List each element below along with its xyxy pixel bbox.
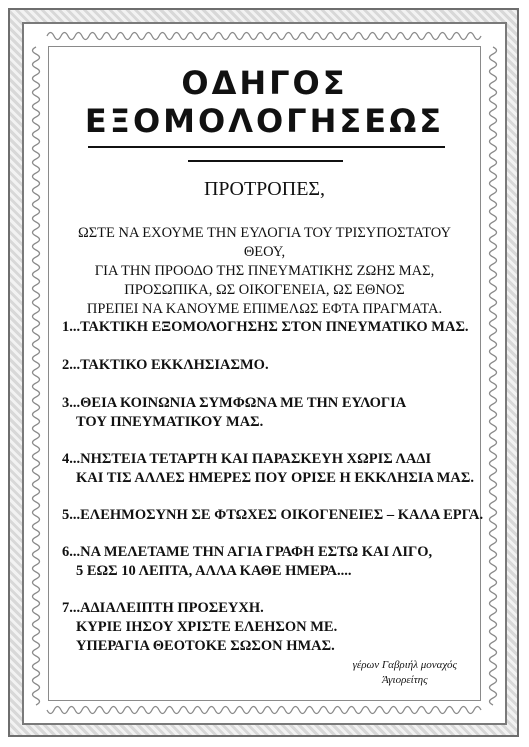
ornament-scroll — [33, 355, 40, 369]
ornament-scroll — [33, 383, 40, 397]
ornament-scroll — [33, 537, 40, 551]
list-item-2 — [62, 356, 269, 375]
ornament-scroll — [33, 509, 40, 523]
ornament-scroll — [453, 707, 467, 714]
ornament-scroll — [355, 707, 369, 714]
ornament-scroll — [33, 159, 40, 173]
ornament-scroll — [33, 285, 40, 299]
ornament-scroll — [490, 621, 497, 635]
ornament-scroll — [490, 565, 497, 579]
ornament-scroll — [33, 243, 40, 257]
ornament-scroll — [145, 707, 159, 714]
item-line: 1...ΤΑΚΤΙΚΗ ΕΞΟΜΟΛΟΓΗΣΗΣ ΣΤΟΝ ΠΝΕΥΜΑΤΙΚΟ ΜΑΣ. — [62, 319, 469, 335]
item-line: 6...ΝΑ ΜΕΛΕΤΑΜΕ ΤΗΝ ΑΓΙΑ ΓΡΑΦΗ ΕΣΤΩ ΚΑΙ ΛΙΓΟ, — [62, 544, 433, 560]
ornament-scroll — [490, 411, 497, 425]
ornament-scroll — [257, 33, 271, 40]
ornament-scroll — [490, 677, 497, 691]
ornament-scroll — [299, 707, 313, 714]
ornament-scroll — [490, 649, 497, 663]
title-line-1: ΟΔΗΓΟΣ — [181, 64, 348, 102]
ornament-scroll — [33, 89, 40, 103]
ornament-scroll — [490, 61, 497, 75]
ornament-scroll — [47, 33, 61, 40]
ornament-scroll — [490, 327, 497, 341]
intro-paragraph — [60, 224, 469, 319]
ornament-scroll — [327, 707, 341, 714]
ornament-scroll — [89, 707, 103, 714]
ornament-scroll — [341, 707, 355, 714]
ornament-scroll — [33, 579, 40, 593]
ornament-scroll — [47, 707, 61, 714]
ornament-scroll — [490, 103, 497, 117]
ornament-scroll — [490, 341, 497, 355]
document-title — [60, 64, 469, 140]
ornament-scroll — [271, 707, 285, 714]
ornament-scroll — [33, 523, 40, 537]
ornament-scroll — [61, 707, 75, 714]
title-rule-long — [88, 146, 445, 148]
ornament-scroll — [33, 495, 40, 509]
ornament-scroll — [397, 33, 411, 40]
ornament-scroll — [173, 707, 187, 714]
signature-title: Άγιορείτης — [381, 674, 428, 686]
title-line-2: ΕΞΟΜΟΛΟΓΗΣΕΩΣ — [84, 102, 445, 140]
ornament-scroll — [33, 411, 40, 425]
ornament-scroll — [490, 607, 497, 621]
ornament-scroll — [33, 299, 40, 313]
intro-line: ΠΡΕΠΕΙ ΝΑ ΚΑΝΟΥΜΕ ΕΠΙΜΕΛΩΣ ΕΦΤΑ ΠΡΑΓΜΑΤΑ. — [86, 301, 443, 317]
ornament-scroll — [131, 33, 145, 40]
ornament-scroll — [439, 33, 453, 40]
ornament-scroll — [131, 707, 145, 714]
ornament-scroll — [490, 663, 497, 677]
ornament-scroll — [61, 33, 75, 40]
ornament-scroll — [490, 439, 497, 453]
ornament-scroll — [490, 397, 497, 411]
ornament-scroll — [33, 201, 40, 215]
intro-line: ΩΣΤΕ ΝΑ ΕΧΟΥΜΕ ΤΗΝ ΕΥΛΟΓΙΑ ΤΟΥ ΤΡΙΣΥΠΟΣΤΑΤΟΥ ΘΕΟΥ, — [77, 225, 452, 260]
item-line: 3...ΘΕΙΑ ΚΟΙΝΩΝΙΑ ΣΥΜΦΩΝΑ ΜΕ ΤΗΝ ΕΥΛΟΓΙΑ — [62, 395, 407, 411]
ornament-scroll — [313, 707, 327, 714]
ornament-scroll — [33, 215, 40, 229]
ornament-scroll — [215, 33, 229, 40]
ornament-scroll — [159, 33, 173, 40]
ornament-scroll — [490, 453, 497, 467]
ornament-scroll — [490, 313, 497, 327]
ornament-scroll — [257, 707, 271, 714]
ornament-scroll — [411, 707, 425, 714]
ornament-scroll — [271, 33, 285, 40]
intro-line: ΓΙΑ ΤΗΝ ΠΡΟΟΔΟ ΤΗΣ ΠΝΕΥΜΑΤΙΚΗΣ ΖΩΗΣ ΜΑΣ, — [94, 263, 435, 279]
ornament-scroll — [490, 117, 497, 131]
ornament-scroll — [313, 33, 327, 40]
ornament-scroll — [285, 33, 299, 40]
ornament-scroll — [490, 369, 497, 383]
ornament-scroll — [369, 33, 383, 40]
ornament-scroll — [33, 131, 40, 145]
ornament-scroll — [490, 481, 497, 495]
ornament-scroll — [103, 33, 117, 40]
ornament-scroll — [490, 383, 497, 397]
ornament-scroll — [327, 33, 341, 40]
list-item-5 — [62, 506, 483, 525]
ornament-scroll — [75, 707, 89, 714]
list-item-3 — [62, 394, 406, 432]
ornament-scroll — [490, 635, 497, 649]
list-item-1 — [62, 318, 469, 337]
item-line: 4...ΝΗΣΤΕΙΑ ΤΕΤΑΡΤΗ ΚΑΙ ΠΑΡΑΣΚΕΥΗ ΧΩΡΙΣ ΛΑΔΙ — [62, 451, 432, 467]
ornament-scroll — [355, 33, 369, 40]
ornament-scroll — [33, 593, 40, 607]
ornament-scroll — [299, 33, 313, 40]
ornament-scroll — [33, 75, 40, 89]
ornament-scroll — [490, 495, 497, 509]
ornament-scroll — [490, 593, 497, 607]
ornament-scroll — [33, 481, 40, 495]
item-line-continued: ΚΑΙ ΤΙΣ ΑΛΛΕΣ ΗΜΕΡΕΣ ΠΟΥ ΟΡΙΣΕ Η ΕΚΚΛΗΣΙΑ ΜΑΣ. — [76, 470, 474, 486]
ornament-scroll — [369, 707, 383, 714]
ornament-scroll — [490, 509, 497, 523]
ornament-scroll — [201, 707, 215, 714]
ornament-scroll — [490, 75, 497, 89]
ornament-scroll — [33, 117, 40, 131]
ornament-scroll — [33, 341, 40, 355]
ornament-scroll — [439, 707, 453, 714]
ornament-scroll — [243, 707, 257, 714]
ornament-scroll — [33, 691, 40, 705]
ornament-scroll — [33, 61, 40, 75]
ornament-scroll — [490, 145, 497, 159]
ornament-scroll — [33, 257, 40, 271]
ornament-scroll — [33, 649, 40, 663]
ornament-scroll — [490, 355, 497, 369]
ornament-scroll — [33, 327, 40, 341]
ornament-scroll — [490, 229, 497, 243]
ornament-scroll — [490, 257, 497, 271]
ornament-scroll — [490, 131, 497, 145]
list-item-6 — [62, 543, 432, 581]
ornament-scroll — [33, 47, 40, 61]
ornament-scroll — [33, 187, 40, 201]
ornament-scroll — [201, 33, 215, 40]
ornament-scroll — [33, 103, 40, 117]
ornament-scroll — [490, 89, 497, 103]
ornament-scroll — [397, 707, 411, 714]
ornament-scroll — [173, 33, 187, 40]
ornament-scroll — [33, 271, 40, 285]
ornament-scroll — [145, 33, 159, 40]
ornament-scroll — [75, 33, 89, 40]
ornament-scroll — [490, 271, 497, 285]
ornament-scroll — [490, 201, 497, 215]
item-line-continued: 5 ΕΩΣ 10 ΛΕΠΤΑ, ΑΛΛΑ ΚΑΘΕ ΗΜΕΡΑ.... — [76, 563, 352, 579]
ornament-scroll — [341, 33, 355, 40]
ornament-scroll — [229, 707, 243, 714]
ornament-scroll — [33, 397, 40, 411]
ornament-scroll — [490, 579, 497, 593]
ornament-scroll — [187, 707, 201, 714]
item-line: 5...ΕΛΕΗΜΟΣΥΝΗ ΣΕ ΦΤΩΧΕΣ ΟΙΚΟΓΕΝΕΙΕΣ – ΚΑΛΑ ΕΡΓΑ. — [62, 507, 484, 523]
ornament-scroll — [490, 467, 497, 481]
ornament-scroll — [33, 173, 40, 187]
ornament-scroll — [490, 47, 497, 61]
item-line-continued: ΚΥΡΙΕ ΙΗΣΟΥ ΧΡΙΣΤΕ ΕΛΕΗΣΟΝ ΜΕ. — [76, 619, 338, 635]
ornament-scroll — [490, 523, 497, 537]
ornament-scroll — [33, 453, 40, 467]
item-line: 2...ΤΑΚΤΙΚΟ ΕΚΚΛΗΣΙΑΣΜΟ. — [62, 357, 269, 373]
ornament-scroll — [229, 33, 243, 40]
ornament-scroll — [490, 285, 497, 299]
list-item-4 — [62, 450, 474, 488]
ornament-scroll — [490, 299, 497, 313]
ornament-scroll — [425, 33, 439, 40]
ornament-scroll — [103, 707, 117, 714]
ornament-scroll — [117, 33, 131, 40]
ornament-scroll — [490, 159, 497, 173]
signature — [353, 658, 457, 688]
ornament-scroll — [467, 707, 481, 714]
ornament-scroll — [33, 621, 40, 635]
item-line-continued: ΤΟΥ ΠΝΕΥΜΑΤΙΚΟΥ ΜΑΣ. — [76, 414, 264, 430]
ornament-scroll — [490, 551, 497, 565]
list-item-7 — [62, 599, 337, 656]
ornament-scroll — [187, 33, 201, 40]
ornament-scroll — [425, 707, 439, 714]
ornament-scroll — [490, 243, 497, 257]
ornament-scroll — [89, 33, 103, 40]
ornament-scroll — [33, 551, 40, 565]
ornament-scroll — [467, 33, 481, 40]
ornament-scroll — [33, 425, 40, 439]
ornament-scroll — [215, 707, 229, 714]
ornament-scroll — [490, 691, 497, 705]
ornament-scroll — [490, 537, 497, 551]
item-line: 7...ΑΔΙΑΛΕΙΠΤΗ ΠΡΟΣΕΥΧΗ. — [62, 600, 264, 616]
ornament-scroll — [33, 229, 40, 243]
ornament-scroll — [453, 33, 467, 40]
ornament-scroll — [117, 707, 131, 714]
intro-line: ΠΡΟΣΩΠΙΚΑ, ΩΣ ΟΙΚΟΓΕΝΕΙΑ, ΩΣ ΕΘΝΟΣ — [124, 282, 405, 298]
ornament-scroll — [33, 369, 40, 383]
ornament-scroll — [33, 565, 40, 579]
ornament-scroll — [33, 677, 40, 691]
signature-name: γέρων Γαβριήλ μοναχός — [352, 659, 457, 671]
ornament-scroll — [33, 467, 40, 481]
ornament-scroll — [383, 33, 397, 40]
ornament-scroll — [33, 313, 40, 327]
ornament-scroll — [33, 663, 40, 677]
ornament-scroll — [490, 425, 497, 439]
ornament-scroll — [33, 439, 40, 453]
ornament-scroll — [490, 173, 497, 187]
ornament-scroll — [285, 707, 299, 714]
ornament-scroll — [159, 707, 173, 714]
title-rule-short — [188, 160, 343, 162]
ornament-scroll — [383, 707, 397, 714]
ornament-scroll — [33, 145, 40, 159]
ornament-scroll — [490, 187, 497, 201]
ornament-scroll — [411, 33, 425, 40]
item-line-continued: ΥΠΕΡΑΓΙΑ ΘΕΟΤΟΚΕ ΣΩΣΟΝ ΗΜΑΣ. — [76, 638, 335, 654]
ornament-scroll — [243, 33, 257, 40]
section-heading: ΠΡΟΤΡΟΠΕΣ, — [203, 178, 326, 200]
ornament-scroll — [33, 635, 40, 649]
ornament-scroll — [490, 215, 497, 229]
ornament-scroll — [33, 607, 40, 621]
